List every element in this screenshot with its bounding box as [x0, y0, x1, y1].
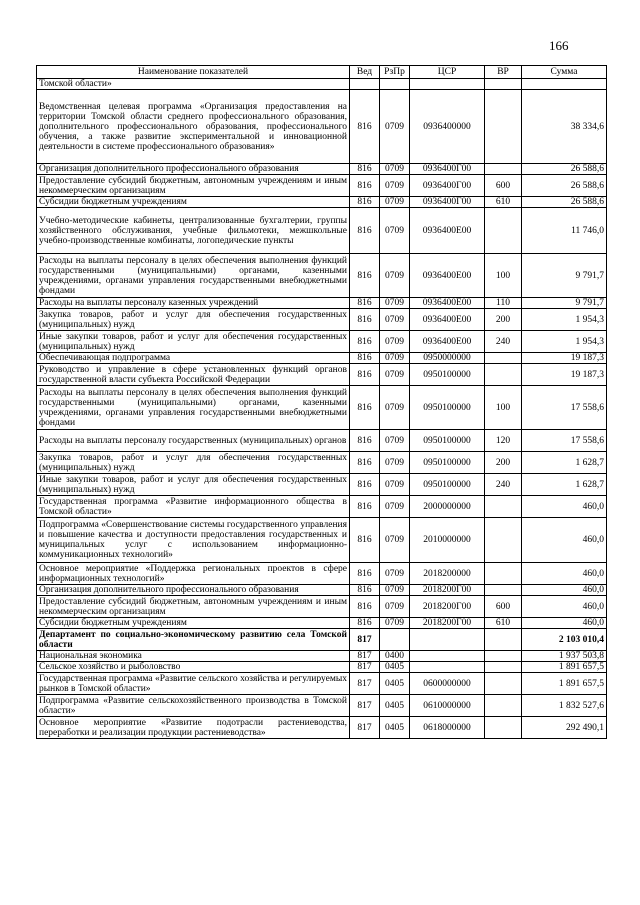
ved-cell: 816 [350, 618, 380, 629]
csr-cell: 2018200Г00 [410, 618, 485, 629]
ved-cell: 816 [350, 298, 380, 309]
table-row [37, 353, 607, 364]
name-cell: Томской области» [37, 79, 350, 90]
vr-cell: 600 [485, 596, 522, 618]
vr-cell [485, 353, 522, 364]
rzpr-cell: 0709 [380, 563, 410, 585]
sum-cell: 460,0 [522, 618, 607, 629]
vr-cell [485, 563, 522, 585]
sum-cell: 9 791,7 [522, 254, 607, 298]
table-row [37, 208, 607, 254]
ved-cell: 816 [350, 197, 380, 208]
sum-cell: 9 791,7 [522, 298, 607, 309]
sum-cell: 1 891 657,5 [522, 662, 607, 673]
table-row [37, 695, 607, 717]
header-name: Наименование показателей [37, 66, 350, 79]
vr-cell [485, 496, 522, 518]
sum-cell: 1 628,7 [522, 452, 607, 474]
rzpr-cell: 0709 [380, 353, 410, 364]
table-row [37, 298, 607, 309]
ved-cell: 816 [350, 208, 380, 254]
sum-cell: 1 954,3 [522, 309, 607, 331]
name-cell: Учебно-методические кабинеты, централизованные бухгалтерии, группы хозяйственного обслуживания, учебные фильмотеки, межшкольные учебно-производственные комбинаты, логопедические пункты [37, 208, 350, 254]
rzpr-cell: 0709 [380, 452, 410, 474]
table-body [37, 79, 607, 739]
sum-cell: 1 891 657,5 [522, 673, 607, 695]
csr-cell: 2010000000 [410, 518, 485, 563]
ved-cell: 816 [350, 452, 380, 474]
csr-cell: 0950100000 [410, 364, 485, 386]
rzpr-cell: 0709 [380, 175, 410, 197]
table-row [37, 629, 607, 651]
rzpr-cell: 0709 [380, 208, 410, 254]
csr-cell: 0936400000 [410, 90, 485, 164]
name-cell: Закупка товаров, работ и услуг для обеспечения государственных (муниципальных) нужд [37, 452, 350, 474]
rzpr-cell: 0709 [380, 496, 410, 518]
table-row [37, 331, 607, 353]
name-cell: Иные закупки товаров, работ и услуг для обеспечения государственных (муниципальных) нужд [37, 474, 350, 496]
table-row [37, 164, 607, 175]
csr-cell [410, 79, 485, 90]
rzpr-cell: 0709 [380, 596, 410, 618]
vr-cell [485, 585, 522, 596]
sum-cell: 26 588,6 [522, 197, 607, 208]
vr-cell [485, 651, 522, 662]
vr-cell: 120 [485, 430, 522, 452]
ved-cell: 816 [350, 596, 380, 618]
header-vr: ВР [485, 66, 522, 79]
ved-cell: 817 [350, 673, 380, 695]
name-cell: Расходы на выплаты персоналу казенных учреждений [37, 298, 350, 309]
rzpr-cell: 0405 [380, 695, 410, 717]
sum-cell: 38 334,6 [522, 90, 607, 164]
name-cell: Предоставление субсидий бюджетным, автономным учреждениям и иным некоммерческим организациям [37, 596, 350, 618]
csr-cell: 0936400Г00 [410, 164, 485, 175]
sum-cell: 17 558,6 [522, 430, 607, 452]
rzpr-cell: 0709 [380, 474, 410, 496]
name-cell: Подпрограмма «Развитие сельскохозяйственного производства в Томской области» [37, 695, 350, 717]
csr-cell: 0936400Е00 [410, 208, 485, 254]
rzpr-cell: 0709 [380, 164, 410, 175]
ved-cell: 816 [350, 254, 380, 298]
sum-cell: 292 490,1 [522, 717, 607, 739]
csr-cell: 0950100000 [410, 430, 485, 452]
csr-cell: 0936400Е00 [410, 331, 485, 353]
sum-cell: 460,0 [522, 563, 607, 585]
vr-cell: 240 [485, 474, 522, 496]
table-row [37, 518, 607, 563]
name-cell: Организация дополнительного профессионального образования [37, 164, 350, 175]
rzpr-cell: 0405 [380, 662, 410, 673]
vr-cell: 100 [485, 386, 522, 430]
csr-cell: 0950000000 [410, 353, 485, 364]
csr-cell: 2018200Г00 [410, 596, 485, 618]
csr-cell: 2018200Г00 [410, 585, 485, 596]
vr-cell [485, 518, 522, 563]
table-row [37, 618, 607, 629]
table-row [37, 90, 607, 164]
csr-cell: 2018200000 [410, 563, 485, 585]
vr-cell [485, 79, 522, 90]
name-cell: Национальная экономика [37, 651, 350, 662]
ved-cell: 816 [350, 90, 380, 164]
rzpr-cell: 0709 [380, 386, 410, 430]
vr-cell [485, 673, 522, 695]
table-row [37, 673, 607, 695]
name-cell: Расходы на выплаты персоналу в целях обеспечения выполнения функций государственными (муниципальными) органами, казенными учреждениями, органами управления государственными внебюджетными фондами [37, 386, 350, 430]
vr-cell: 610 [485, 197, 522, 208]
name-cell: Сельское хозяйство и рыболовство [37, 662, 350, 673]
csr-cell: 0610000000 [410, 695, 485, 717]
name-cell: Основное мероприятие «Развитие подотрасли растениеводства, переработки и реализации продукции растениеводства» [37, 717, 350, 739]
vr-cell [485, 90, 522, 164]
vr-cell: 600 [485, 175, 522, 197]
table-row [37, 651, 607, 662]
ved-cell: 816 [350, 353, 380, 364]
table-row [37, 662, 607, 673]
rzpr-cell: 0709 [380, 585, 410, 596]
sum-cell: 26 588,6 [522, 175, 607, 197]
rzpr-cell: 0709 [380, 309, 410, 331]
name-cell: Государственная программа «Развитие сельского хозяйства и регулируемых рынков в Томской области» [37, 673, 350, 695]
ved-cell: 816 [350, 563, 380, 585]
ved-cell: 816 [350, 585, 380, 596]
table-row [37, 717, 607, 739]
rzpr-cell: 0709 [380, 618, 410, 629]
ved-cell: 816 [350, 309, 380, 331]
name-cell: Субсидии бюджетным учреждениям [37, 618, 350, 629]
vr-cell: 610 [485, 618, 522, 629]
table-header-row [37, 66, 607, 79]
csr-cell: 0936400Е00 [410, 298, 485, 309]
table-row [37, 496, 607, 518]
sum-cell [522, 79, 607, 90]
csr-cell: 0936400Е00 [410, 309, 485, 331]
csr-cell: 0936400Е00 [410, 254, 485, 298]
rzpr-cell: 0405 [380, 717, 410, 739]
name-cell: Предоставление субсидий бюджетным, автономным учреждениям и иным некоммерческим организациям [37, 175, 350, 197]
sum-cell: 1 628,7 [522, 474, 607, 496]
table-row [37, 197, 607, 208]
sum-cell: 1 832 527,6 [522, 695, 607, 717]
csr-cell [410, 651, 485, 662]
name-cell: Обеспечивающая подпрограмма [37, 353, 350, 364]
name-cell: Государственная программа «Развитие информационного общества в Томской области» [37, 496, 350, 518]
ved-cell: 817 [350, 695, 380, 717]
name-cell: Иные закупки товаров, работ и услуг для обеспечения государственных (муниципальных) нужд [37, 331, 350, 353]
sum-cell: 1 954,3 [522, 331, 607, 353]
sum-cell: 17 558,6 [522, 386, 607, 430]
vr-cell [485, 364, 522, 386]
vr-cell [485, 662, 522, 673]
name-cell: Субсидии бюджетным учреждениям [37, 197, 350, 208]
sum-cell: 19 187,3 [522, 364, 607, 386]
vr-cell [485, 164, 522, 175]
ved-cell: 817 [350, 662, 380, 673]
rzpr-cell: 0709 [380, 518, 410, 563]
csr-cell: 0950100000 [410, 474, 485, 496]
name-cell: Подпрограмма «Совершенствование системы государственного управления и повышение качества и доступности предоставления государственных и муниципальных услуг с использованием информационно-коммуникационных технологий» [37, 518, 350, 563]
ved-cell: 816 [350, 430, 380, 452]
csr-cell: 0950100000 [410, 452, 485, 474]
name-cell: Расходы на выплаты персоналу государственных (муниципальных) органов [37, 430, 350, 452]
csr-cell: 0936400Г00 [410, 175, 485, 197]
table-row [37, 254, 607, 298]
table-row [37, 430, 607, 452]
sum-cell: 460,0 [522, 585, 607, 596]
header-ved: Вед [350, 66, 380, 79]
ved-cell: 816 [350, 175, 380, 197]
rzpr-cell: 0709 [380, 254, 410, 298]
table-row [37, 309, 607, 331]
header-csr: ЦСР [410, 66, 485, 79]
rzpr-cell: 0709 [380, 331, 410, 353]
ved-cell: 816 [350, 364, 380, 386]
csr-cell [410, 662, 485, 673]
table-row [37, 452, 607, 474]
csr-cell: 0950100000 [410, 386, 485, 430]
sum-cell: 19 187,3 [522, 353, 607, 364]
header-rzpr: РзПр [380, 66, 410, 79]
vr-cell [485, 629, 522, 651]
header-sum: Сумма [522, 66, 607, 79]
ved-cell: 817 [350, 629, 380, 651]
page-number: 166 [549, 38, 569, 53]
rzpr-cell: 0709 [380, 298, 410, 309]
rzpr-cell: 0400 [380, 651, 410, 662]
ved-cell: 816 [350, 331, 380, 353]
table-row [37, 596, 607, 618]
vr-cell: 240 [485, 331, 522, 353]
ved-cell: 816 [350, 386, 380, 430]
sum-cell: 1 937 503,8 [522, 651, 607, 662]
vr-cell [485, 208, 522, 254]
ved-cell: 816 [350, 164, 380, 175]
name-cell: Ведомственная целевая программа «Организация предоставления на территории Томской области среднего профессионального образования, дополнительного профессионального образования, профессионального обучения, а также развитие экспериментальной и инновационной деятельности в системе профессионального образования» [37, 90, 350, 164]
table-row [37, 386, 607, 430]
vr-cell: 100 [485, 254, 522, 298]
csr-cell: 2000000000 [410, 496, 485, 518]
budget-table [36, 65, 607, 739]
sum-cell: 26 588,6 [522, 164, 607, 175]
ved-cell: 817 [350, 717, 380, 739]
ved-cell: 816 [350, 474, 380, 496]
name-cell: Основное мероприятие «Поддержка региональных проектов в сфере информационных технологий» [37, 563, 350, 585]
rzpr-cell: 0709 [380, 90, 410, 164]
ved-cell: 816 [350, 496, 380, 518]
name-cell: Руководство и управление в сфере установленных функций органов государственной власти субъекта Российской Федерации [37, 364, 350, 386]
ved-cell: 817 [350, 651, 380, 662]
vr-cell: 110 [485, 298, 522, 309]
table-row [37, 175, 607, 197]
ved-cell: 816 [350, 518, 380, 563]
rzpr-cell [380, 629, 410, 651]
table-row [37, 474, 607, 496]
csr-cell: 0618000000 [410, 717, 485, 739]
vr-cell [485, 717, 522, 739]
table-row [37, 364, 607, 386]
vr-cell: 200 [485, 309, 522, 331]
sum-cell: 460,0 [522, 518, 607, 563]
rzpr-cell: 0709 [380, 430, 410, 452]
name-cell: Департамент по социально-экономическому развитию села Томской области [37, 629, 350, 651]
table-row [37, 585, 607, 596]
sum-cell: 2 103 010,4 [522, 629, 607, 651]
name-cell: Организация дополнительного профессионального образования [37, 585, 350, 596]
name-cell: Закупка товаров, работ и услуг для обеспечения государственных (муниципальных) нужд [37, 309, 350, 331]
name-cell: Расходы на выплаты персоналу в целях обеспечения выполнения функций государственными (муниципальными) органами, казенными учреждениями, органами управления государственными внебюджетными фондами [37, 254, 350, 298]
vr-cell: 200 [485, 452, 522, 474]
table-row [37, 79, 607, 90]
vr-cell [485, 695, 522, 717]
rzpr-cell: 0709 [380, 364, 410, 386]
csr-cell: 0600000000 [410, 673, 485, 695]
rzpr-cell [380, 79, 410, 90]
table-row [37, 563, 607, 585]
csr-cell: 0936400Г00 [410, 197, 485, 208]
ved-cell [350, 79, 380, 90]
csr-cell [410, 629, 485, 651]
sum-cell: 460,0 [522, 596, 607, 618]
rzpr-cell: 0405 [380, 673, 410, 695]
rzpr-cell: 0709 [380, 197, 410, 208]
sum-cell: 11 746,0 [522, 208, 607, 254]
sum-cell: 460,0 [522, 496, 607, 518]
